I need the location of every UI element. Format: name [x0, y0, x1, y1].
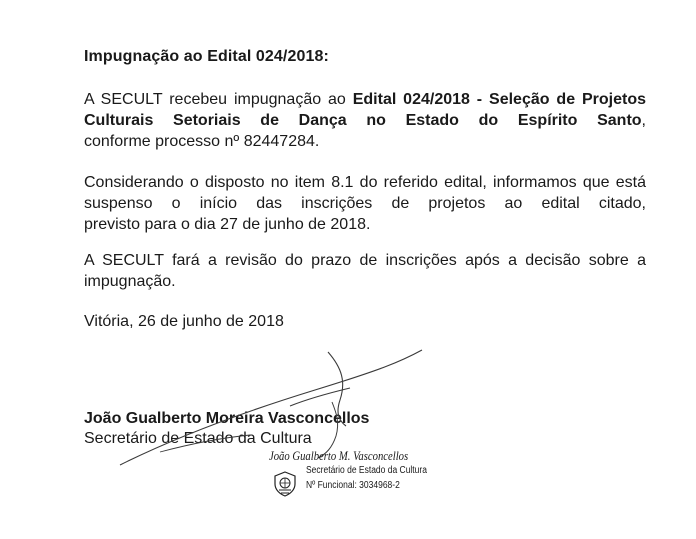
stamp-id: Nº Funcional: 3034968-2: [306, 480, 400, 491]
document-heading: Impugnação ao Edital 024/2018:: [84, 48, 329, 65]
paragraph-impugnation-trail: ,: [641, 112, 646, 129]
edital-title: Edital 024/2018 - Seleção de Projetos Culturais Setoriais de Dança no Estado do Espírito Santo: [84, 91, 647, 129]
place-date: Vitória, 26 de junho de 2018: [84, 313, 284, 330]
coat-of-arms-icon: [271, 470, 299, 498]
paragraph-suspension-date: previsto para o dia 27 de junho de 2018.: [84, 216, 371, 233]
paragraph-revision-body: A SECULT fará a revisão do prazo de inscrições após a decisão sobre a: [84, 252, 646, 269]
paragraph-suspension-body: Considerando o disposto no item 8.1 do referido edital, informamos que está suspenso o início das inscrições de projetos ao edital citado,: [84, 174, 646, 212]
official-stamp: [263, 448, 433, 508]
signatory-name: João Gualberto Moreira Vasconcellos: [84, 410, 370, 427]
signatory-role: Secretário de Estado da Cultura: [84, 430, 312, 447]
paragraph-impugnation: [84, 89, 646, 152]
paragraph-revision: [84, 250, 646, 292]
stamp-name: João Gualberto M. Vasconcellos: [269, 448, 409, 463]
stamp-role: Secretário de Estado da Cultura: [306, 465, 427, 476]
paragraph-impugnation-lead: A SECULT recebeu impugnação ao: [84, 91, 353, 108]
paragraph-impugnation-process: conforme processo nº 82447284.: [84, 133, 320, 150]
paragraph-revision-end: impugnação.: [84, 273, 176, 290]
paragraph-suspension: [84, 172, 646, 235]
